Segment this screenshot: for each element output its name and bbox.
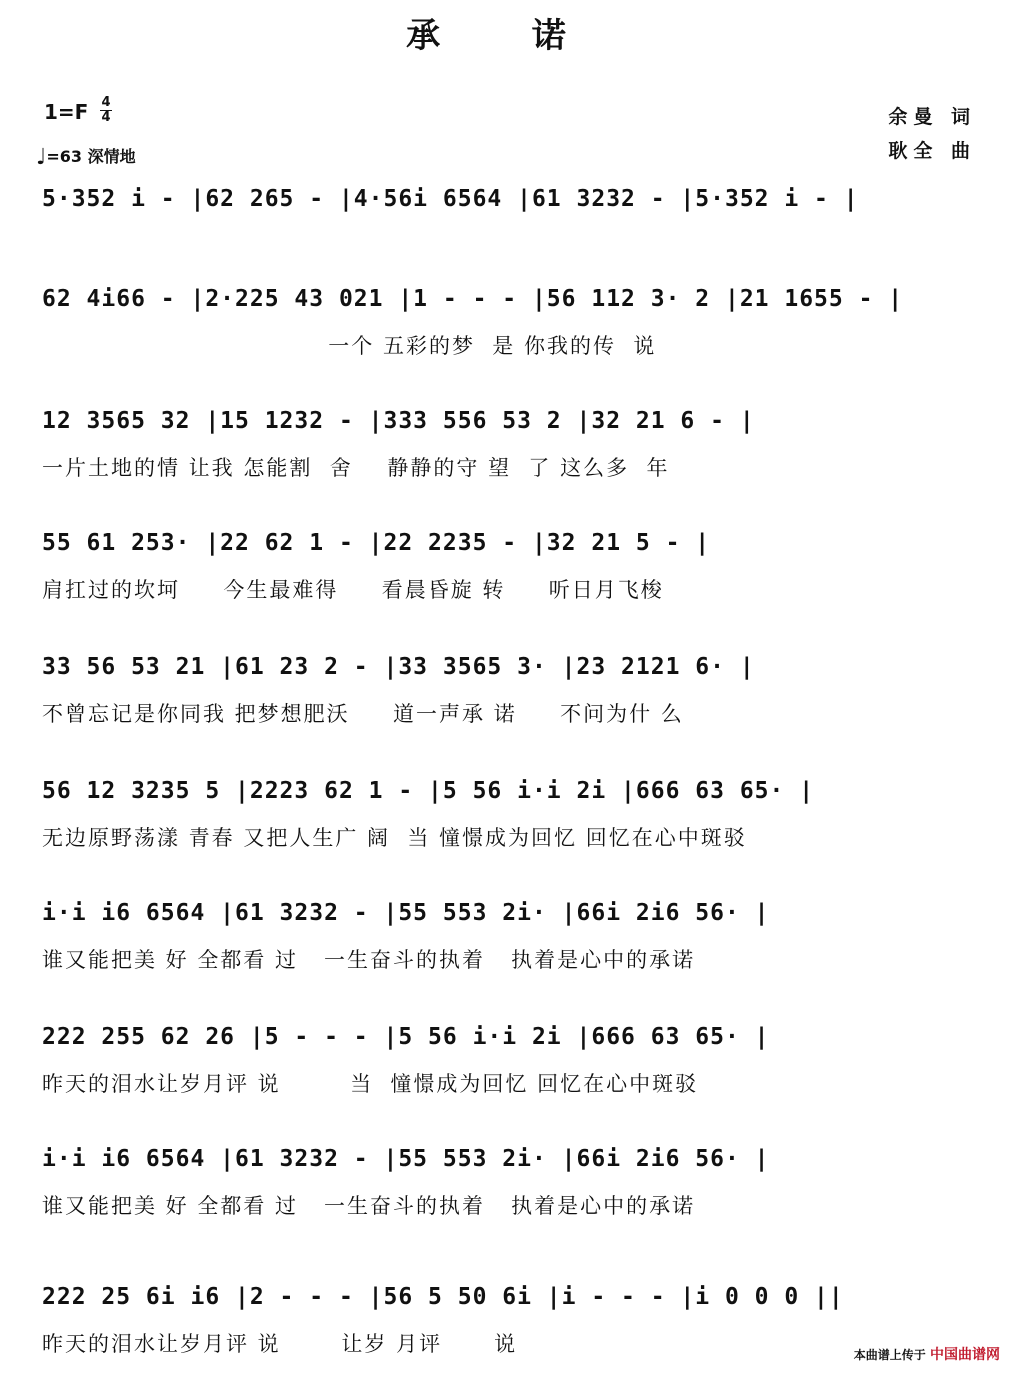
time-signature-numerator: 4 [101, 95, 111, 110]
tempo-marking [36, 144, 136, 170]
quarter-note-icon: ♩ [36, 145, 47, 170]
lyrics-line: 昨天的泪水让岁月评 说 当 憧憬成为回忆 回忆在心中斑驳 [42, 1072, 699, 1096]
notes-line: 56 12 3235 5 |2223 62 1 - |5 56 i·i 2i |666 63 65· | [42, 778, 815, 804]
time-signature [100, 96, 112, 125]
notes-line: 5·352 i - |62 265 - |4·56i 6564 |61 3232 - |5·352 i - | [42, 186, 859, 212]
site-logo[interactable]: 中国曲谱网 [930, 1347, 1000, 1363]
notes-line: 62 4i66 - |2·225 43 021 |1 - - - |56 112 3· 2 |21 1655 - | [42, 286, 904, 312]
notes-line: 222 255 62 26 |5 - - - |5 56 i·i 2i |666 63 65· | [42, 1024, 770, 1050]
system-8 [42, 1024, 982, 1114]
notes-line: 222 25 6i i6 |2 - - - |56 5 50 6i |i - - - |i 0 0 0 || [42, 1284, 844, 1310]
lyricist-credit: 余曼 词 [888, 106, 976, 128]
system-10 [42, 1284, 982, 1374]
system-5 [42, 654, 982, 744]
system-6 [42, 778, 982, 868]
composer-credit: 耿全 曲 [888, 140, 976, 162]
page-title: 承 诺 [406, 16, 606, 56]
lyrics-line: 不曾忘记是你同我 把梦想肥沃 道一声承 诺 不问为什 么 [42, 702, 684, 726]
key-signature: 1=F [44, 100, 89, 124]
lyrics-line: 昨天的泪水让岁月评 说 让岁 月评 说 [42, 1332, 518, 1356]
lyrics-line: 无边原野荡漾 青春 又把人生广 阔 当 憧憬成为回忆 回忆在心中斑驳 [42, 826, 747, 850]
system-2 [42, 286, 982, 376]
lyrics-line: 谁又能把美 好 全都看 过 一生奋斗的执着 执着是心中的承诺 [42, 948, 696, 972]
lyrics-line: 谁又能把美 好 全都看 过 一生奋斗的执着 执着是心中的承诺 [42, 1194, 696, 1218]
notes-line: 33 56 53 21 |61 23 2 - |33 3565 3· |23 2121 6· | [42, 654, 755, 680]
tempo-expression: 深情地 [87, 147, 136, 166]
system-9 [42, 1146, 982, 1236]
time-signature-denominator: 4 [101, 110, 111, 125]
lyrics-line: 肩扛过的坎坷 今生最难得 看晨昏旋 转 听日月飞梭 [42, 578, 664, 602]
notes-line: i·i i6 6564 |61 3232 - |55 553 2i· |66i 2i6 56· | [42, 900, 770, 926]
system-4 [42, 530, 982, 620]
upload-note: 本曲谱上传于 [853, 1348, 926, 1362]
lyrics-line: 一个 五彩的梦 是 你我的传 说 [42, 334, 657, 358]
system-7 [42, 900, 982, 990]
notes-line: i·i i6 6564 |61 3232 - |55 553 2i· |66i 2i6 56· | [42, 1146, 770, 1172]
footer [854, 1344, 1000, 1364]
system-3 [42, 408, 982, 498]
credits [888, 100, 976, 168]
system-1 [42, 186, 982, 276]
notes-line: 55 61 253· |22 62 1 - |22 2235 - |32 21 5 - | [42, 530, 711, 556]
tempo-bpm: =63 [46, 147, 83, 166]
notes-line: 12 3565 32 |15 1232 - |333 556 53 2 |32 21 6 - | [42, 408, 755, 434]
lyrics-line: 一片土地的情 让我 怎能割 舍 静静的守 望 了 这么多 年 [42, 456, 670, 480]
